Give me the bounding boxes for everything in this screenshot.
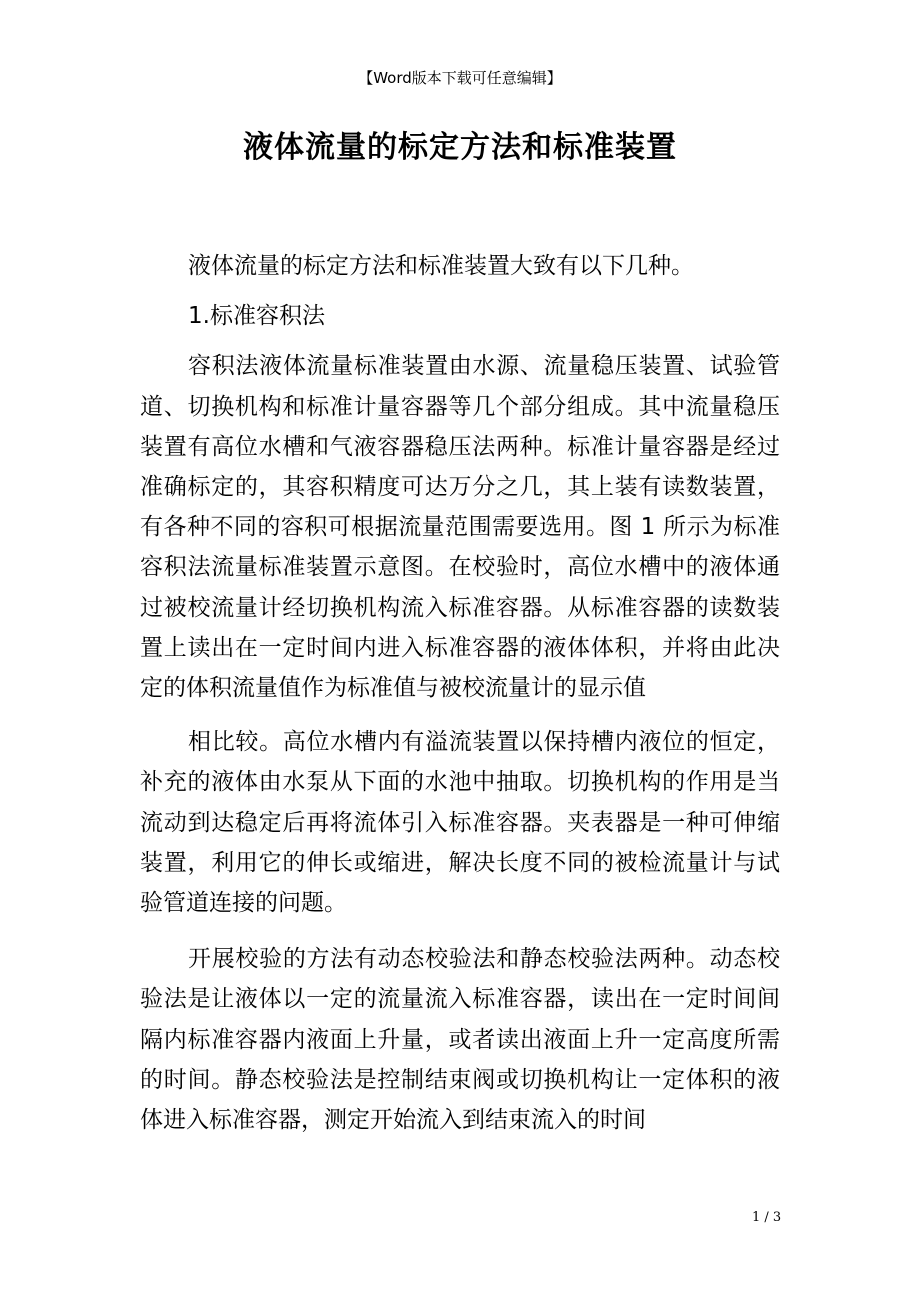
page-number: 1 / 3 [752,1210,782,1225]
download-note: 【Word版本下载可任意编辑】 [358,69,562,87]
document-body [140,246,780,1140]
section-heading: 1.标准容积法 [188,303,325,330]
body-paragraph-1: 容积法液体流量标准装置由水源、流量稳压装置、试验管道、切换机构和标准计量容器等几个部分组成。其中流量稳压装置有高位水槽和气液容器稳压法两种。标准计量容器是经过准确标定的，其容积精度可达万分之几，其上装有读数装置，有各种不同的容积可根据流量范围需要选用。图 1 所示为标准容积法流量标准装置示意图。在校验时，高位水槽中的液体通过被校流量计经切换机构流入标准容器。从标准容器的读数装置上读出在一定时间内进入标准容器的液体体积，并将由此决定的体积流量值作为标准值与被校流量计的显示值 [140,353,780,702]
body-paragraph-3: 开展校验的方法有动态校验法和静态校验法两种。动态校验法是让液体以一定的流量流入标准容器，读出在一定时间间隔内标准容器内液面上升量，或者读出液面上升一定高度所需的时间。静态校验法是控制结束阀或切换机构让一定体积的液体进入标准容器，测定开始流入到结束流入的时间 [140,946,780,1134]
body-paragraph-2: 相比较。高位水槽内有溢流装置以保持槽内液位的恒定，补充的液体由水泵从下面的水池中抽取。切换机构的作用是当流动到达稳定后再将流体引入标准容器。夹表器是一种可伸缩装置，利用它的伸长或缩进，解决长度不同的被检流量计与试验管道连接的问题。 [140,729,780,917]
intro-paragraph: 液体流量的标定方法和标准装置大致有以下几种。 [188,253,694,279]
document-title: 液体流量的标定方法和标准装置 [243,130,677,165]
